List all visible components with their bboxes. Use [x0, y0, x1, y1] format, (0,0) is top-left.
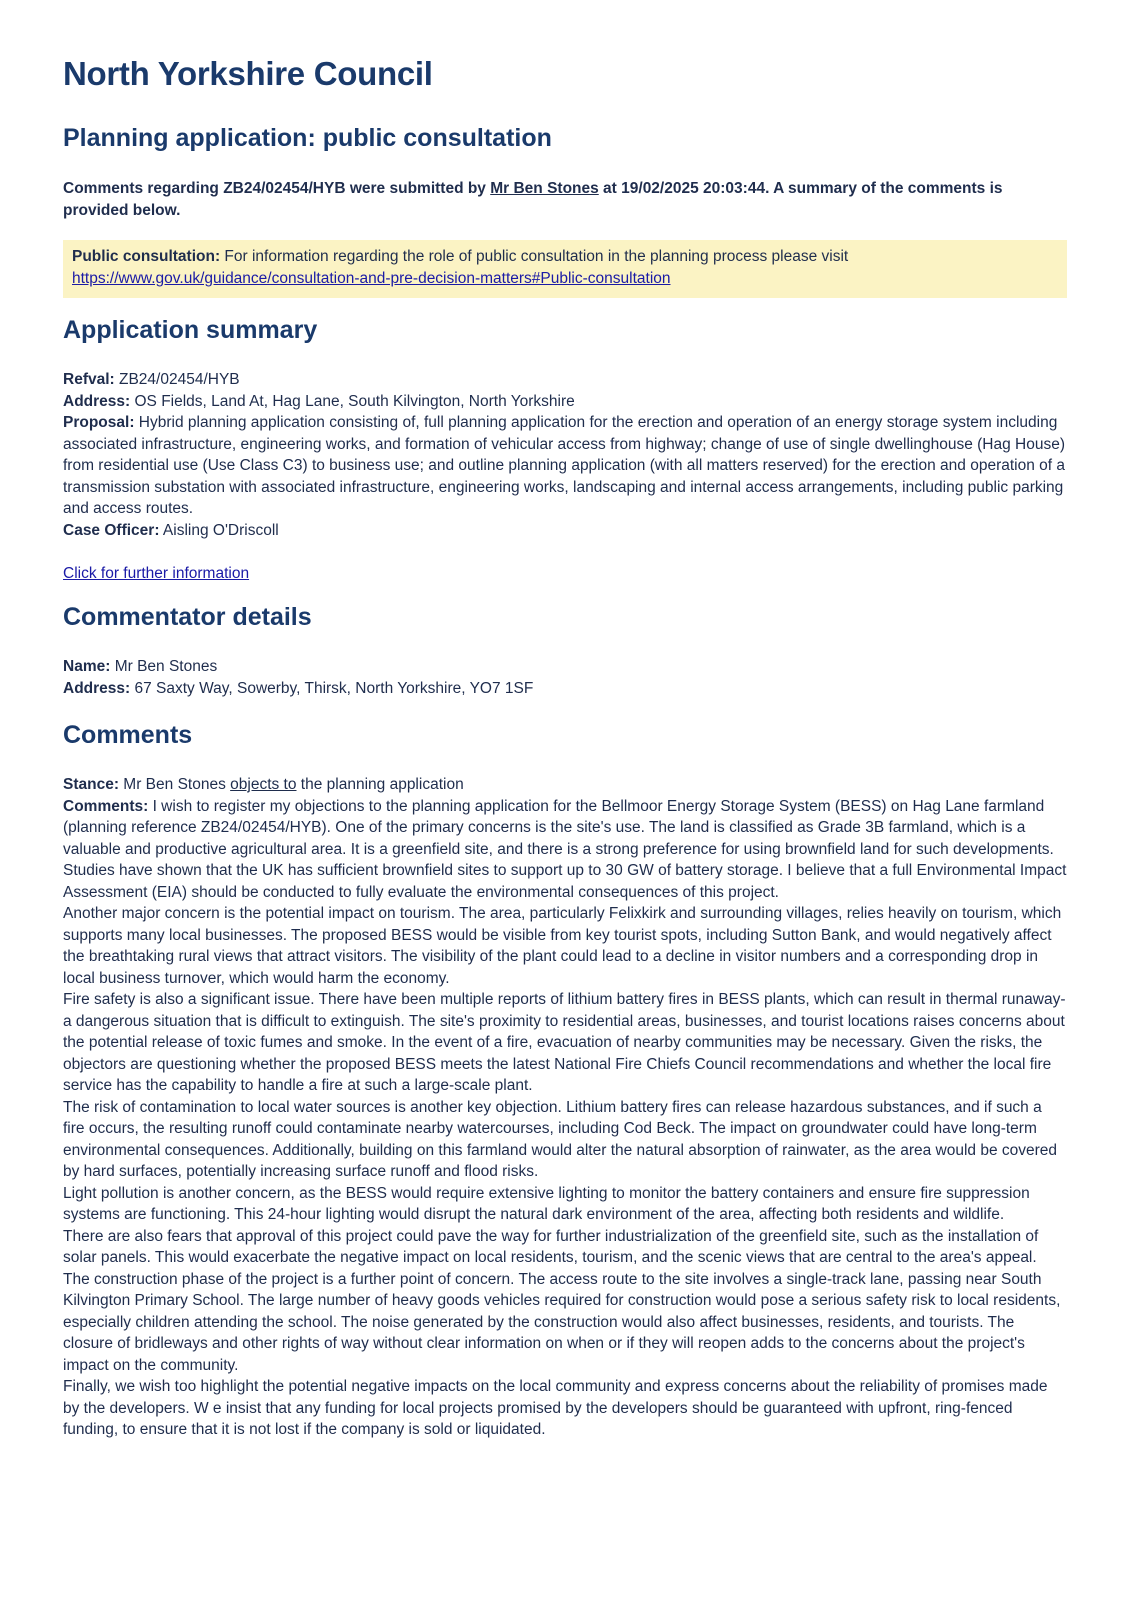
commentator-name: Mr Ben Stones [110, 658, 218, 675]
commentator-name-label: Name: [63, 658, 111, 675]
case-officer-label: Case Officer: [63, 521, 160, 539]
commentator-name-row [63, 656, 1067, 678]
refval-row [63, 369, 1067, 391]
commentator-details [63, 656, 1067, 699]
stance-row [63, 774, 1067, 796]
proposal-row [63, 412, 1067, 520]
notice-text: For information regarding the role of public consultation in the planning process please visit [220, 248, 849, 265]
comments-heading: Comments [63, 721, 193, 749]
comments-body [63, 774, 1067, 1441]
application-summary-heading: Application summary [63, 316, 318, 344]
comment-paragraph: The risk of contamination to local water sources is another key objection. Lithium battery fires can release hazardous substances, and if such a fire occurs, the resulting runoff could contaminate nearby watercourses, including Cod Beck. The impact on groundwater could have long-term environmental consequences. Additionally, building on this farmland would alter the natural absorption of rainwater, as the area would be covered by hard surfaces, potentially increasing surface runoff and flood risks. [63, 1098, 1058, 1180]
intro-prefix: Comments regarding ZB24/02454/HYB were submitted by [63, 180, 491, 197]
case-officer-row [63, 520, 1067, 542]
further-info-row [63, 563, 1067, 585]
comments-label: Comments: [63, 797, 149, 815]
address-value: OS Fields, Land At, Hag Lane, South Kilvington, North Yorkshire [130, 392, 575, 410]
guidance-link[interactable]: https://www.gov.uk/guidance/consultation-and-pre-decision-matters#Public-consultation [72, 269, 671, 287]
comment-paragraph [63, 796, 1067, 904]
proposal-label: Proposal: [63, 414, 135, 431]
page-subtitle: Planning application: public consultation [63, 124, 552, 152]
proposal-value: Hybrid planning application consisting of, full planning application for the erection and operation of an energy storage system including associated infrastructure, engineering works, and formation of vehicular access from highway; change of use of single dwellinghouse (Hag House) from residential use (Use Class C3) to business use; and outline planning application (with all matters reserved) for the erection and operation of a transmission substation with associated infrastructure, engineering works, landscaping and internal access arrangements, including public parking and access routes. [63, 414, 1066, 517]
stance-suffix: the planning application [296, 776, 464, 793]
comment-paragraph: Finally, we wish too highlight the potential negative impacts on the local community and express concerns about the reliability of promises made by the developers. W e insist that any funding for local projects promised by the developers should be guaranteed with upfront, ring-fenced funding, to ensure that it is not lost if the company is sold or liquidated. [63, 1378, 1048, 1438]
commentator-address: 67 Saxty Way, Sowerby, Thirsk, North Yorkshire, YO7 1SF [130, 679, 534, 697]
comment-paragraph: The construction phase of the project is a further point of concern. The access route to the site involves a single-track lane, passing near South Kilvington Primary School. The large number of heavy goods vehicles required for construction would pose a serious safety risk to local residents, especially children attending the school. The noise generated by the construction would also affect businesses, residents, and tourists. The closure of bridleways and other rights of way without clear information on when or if they will reopen adds to the concerns about the project's impact on the community. [63, 1270, 1061, 1374]
consultation-notice [63, 240, 1067, 298]
submission-intro [63, 178, 1067, 221]
intro-suffix: at 19/02/2025 20:03:44. A summary of the comments is provided below. [63, 180, 1003, 219]
comment-text: I wish to register my objections to the planning application for the Bellmoor Energy Storage System (BESS) on Hag Lane farmland (planning reference ZB24/02454/HYB). One of the primary concerns is the site's use. The land is classified as Grade 3B farmland, which is a valuable and productive agricultural area. It is a greenfield site, and there is a strong preference for using brownfield land for such developments. Studies have shown that the UK has sufficient brownfield sites to support up to 30 GW of battery storage. I believe that a full Environmental Impact Assessment (EIA) should be conducted to fully evaluate the environmental consequences of this project. [63, 797, 1067, 901]
commenter-link[interactable]: Mr Ben Stones [490, 180, 599, 197]
commentator-address-row [63, 678, 1067, 700]
commentator-address-label: Address: [63, 679, 131, 697]
commentator-heading: Commentator details [63, 603, 312, 631]
address-label: Address: [63, 392, 131, 410]
refval-value: ZB24/02454/HYB [114, 371, 240, 388]
further-info-link[interactable]: Click for further information [63, 564, 250, 582]
address-row [63, 391, 1067, 413]
refval-label: Refval: [63, 371, 115, 388]
council-title: North Yorkshire Council [63, 55, 433, 92]
comment-paragraph: Light pollution is another concern, as the BESS would require extensive lighting to monitor the battery containers and ensure fire suppression systems are functioning. This 24-hour lighting would disrupt the natural dark environment of the area, affecting both residents and wildlife. [63, 1184, 1030, 1223]
case-officer-value: Aisling O'Driscoll [159, 521, 279, 539]
stance-label: Stance: [63, 776, 119, 793]
comment-paragraph: Another major concern is the potential impact on tourism. The area, particularly Felixkirk and surrounding villages, relies heavily on tourism, which supports many local businesses. The proposed BESS would be visible from key tourist spots, including Sutton Bank, and would negatively affect the breathtaking rural views that attract visitors. The visibility of the plant could lead to a decline in visitor numbers and a corresponding drop in local business turnover, which would harm the economy. [63, 905, 1062, 987]
comment-paragraph: There are also fears that approval of this project could pave the way for further industrialization of the greenfield site, such as the installation of solar panels. This would exacerbate the negative impact on local residents, tourism, and the scenic views that are central to the area's appeal. [63, 1227, 1039, 1266]
application-summary [63, 369, 1067, 584]
comment-paragraph: Fire safety is also a significant issue. There have been multiple reports of lithium battery fires in BESS plants, which can result in thermal runaway-a dangerous situation that is difficult to extinguish. The site's proximity to residential areas, businesses, and tourist locations raises concerns about the potential release of toxic fumes and smoke. In the event of a fire, evacuation of nearby communities may be necessary. Given the risks, the objectors are questioning whether the proposed BESS meets the latest National Fire Chiefs Council recommendations and whether the local fire service has the capability to handle a fire at such a large-scale plant. [63, 991, 1066, 1094]
stance-prefix: Mr Ben Stones [119, 776, 231, 793]
stance-value: objects to [230, 776, 297, 793]
notice-label: Public consultation: [72, 248, 221, 265]
